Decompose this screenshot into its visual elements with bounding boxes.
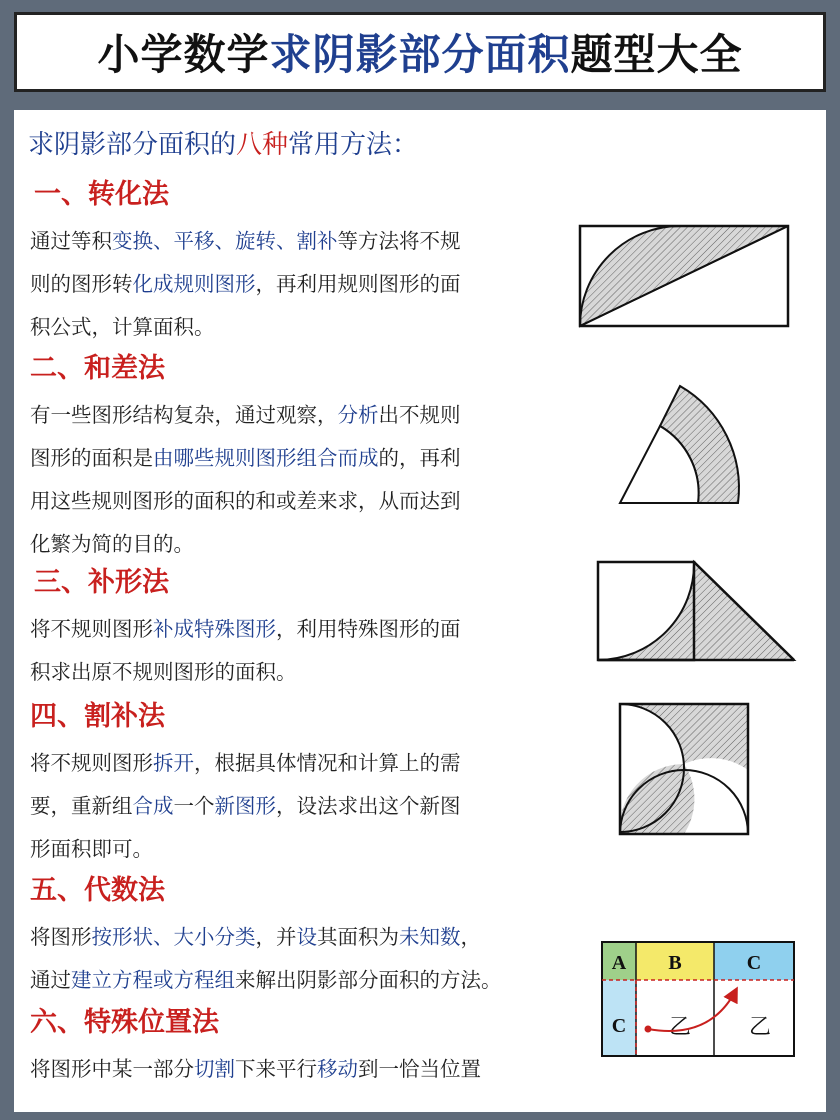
text-line <box>30 742 461 785</box>
text-run: ，并 <box>255 925 297 949</box>
highlight-phrase: 设 <box>296 925 317 949</box>
text-run: 来解出阴影部分面积的方法。 <box>235 968 502 992</box>
method-3-heading: 三、补形法 <box>34 567 169 598</box>
figure-cut-and-fill <box>614 698 754 840</box>
highlight-phrase: 按形状、大小分类 <box>91 925 256 949</box>
content-card <box>14 110 826 1112</box>
page-title <box>14 12 826 92</box>
text-line <box>30 306 461 349</box>
text-run: 有一些图形结构复杂，通过观察， <box>30 403 338 427</box>
highlight-phrase: 拆开 <box>153 751 194 775</box>
text-run: 积公式，计算面积。 <box>30 315 215 339</box>
text-line <box>30 828 461 871</box>
label-a: A <box>611 952 627 974</box>
text-run: ，再利用规则图形的面 <box>255 272 461 296</box>
text-run: 化繁为简的目的。 <box>30 532 194 556</box>
highlight-phrase: 变换、平移、旋转、割补 <box>112 229 338 253</box>
figure-3-shaded <box>598 562 794 660</box>
text-run: 要，重新组 <box>30 794 133 818</box>
text-run: 的，再利 <box>378 446 461 470</box>
text-run: ， <box>460 925 481 949</box>
text-run: 将图形 <box>30 925 92 949</box>
text-run: 到一恰当位置 <box>358 1057 481 1081</box>
text-run: 下来平行 <box>235 1057 317 1081</box>
label-yi-2: 乙 <box>748 1015 772 1040</box>
text-run: 一个 <box>173 794 215 818</box>
text-line <box>30 394 461 437</box>
method-5-text <box>30 916 502 1002</box>
method-4-heading: 四、割补法 <box>30 701 165 732</box>
text-run: 等方法将不规 <box>337 229 461 253</box>
method-6-text <box>30 1048 481 1091</box>
method-2-text <box>30 394 461 566</box>
text-run: 用这些规则图形的面积的和或差来求，从而达到 <box>30 489 461 513</box>
method-2-heading: 二、和差法 <box>30 353 165 384</box>
text-run: 将不规则图形 <box>30 751 153 775</box>
text-run: 图形的面积是 <box>30 446 153 470</box>
text-line <box>30 916 502 959</box>
text-run: 则的图形转 <box>30 272 133 296</box>
highlight-phrase: 由哪些规则图形组合而成 <box>153 446 379 470</box>
figure-sum-difference <box>610 380 780 510</box>
label-yi-1: 乙 <box>668 1015 692 1040</box>
label-b: B <box>668 952 682 974</box>
figure-complement <box>590 556 800 666</box>
text-line <box>30 608 461 651</box>
text-line <box>30 785 461 828</box>
text-line <box>30 437 461 480</box>
text-line <box>30 480 461 523</box>
highlight-phrase: 补成特殊图形 <box>153 617 276 641</box>
title-part-1: 小学数学 <box>97 30 270 79</box>
text-line <box>30 651 461 694</box>
text-run: 将图形中某一部分 <box>30 1057 194 1081</box>
text-run: ，利用特殊图形的面 <box>276 617 461 641</box>
text-run: ，设法求出这个新图 <box>276 794 461 818</box>
highlight-phrase: 合成 <box>132 794 174 818</box>
highlight-phrase: 分析 <box>337 403 379 427</box>
highlight-phrase: 未知数 <box>399 925 461 949</box>
text-line <box>30 959 502 1002</box>
text-run: ，根据具体情况和计算上的需 <box>194 751 461 775</box>
method-5-heading: 五、代数法 <box>30 875 165 906</box>
highlight-phrase: 新图形 <box>214 794 276 818</box>
method-6-heading: 六、特殊位置法 <box>30 1007 219 1038</box>
title-part-2: 求阴影部分面积 <box>269 30 571 79</box>
intro-part-1: 求阴影部分面积的 <box>28 130 237 160</box>
title-part-3: 题型大全 <box>570 30 743 79</box>
label-c-top: C <box>746 952 762 974</box>
intro-part-2: 八种 <box>236 130 289 160</box>
text-line <box>30 220 461 263</box>
method-4-text <box>30 742 461 871</box>
highlight-phrase: 化成规则图形 <box>132 272 256 296</box>
text-run: 通过 <box>30 968 71 992</box>
intro-line <box>28 124 418 161</box>
text-line <box>30 263 461 306</box>
text-run: 通过等积 <box>30 229 112 253</box>
intro-part-3: 常用方法： <box>288 130 419 160</box>
method-1-text <box>30 220 461 349</box>
text-run: 将不规则图形 <box>30 617 153 641</box>
text-run: 出不规则 <box>378 403 461 427</box>
highlight-phrase: 切割 <box>194 1057 235 1081</box>
text-run: 其面积为 <box>317 925 399 949</box>
method-3-text <box>30 608 461 694</box>
figure-transformation <box>574 220 794 332</box>
figure-algebra-grid <box>600 940 796 1060</box>
text-line <box>30 1048 481 1091</box>
move-arrow <box>648 990 736 1031</box>
highlight-phrase: 建立方程或方程组 <box>71 968 235 992</box>
text-run: 积求出原不规则图形的面积。 <box>30 660 297 684</box>
method-1-heading: 一、转化法 <box>34 179 169 210</box>
highlight-phrase: 移动 <box>317 1057 358 1081</box>
label-c-left: C <box>611 1015 627 1037</box>
text-run: 形面积即可。 <box>30 837 153 861</box>
